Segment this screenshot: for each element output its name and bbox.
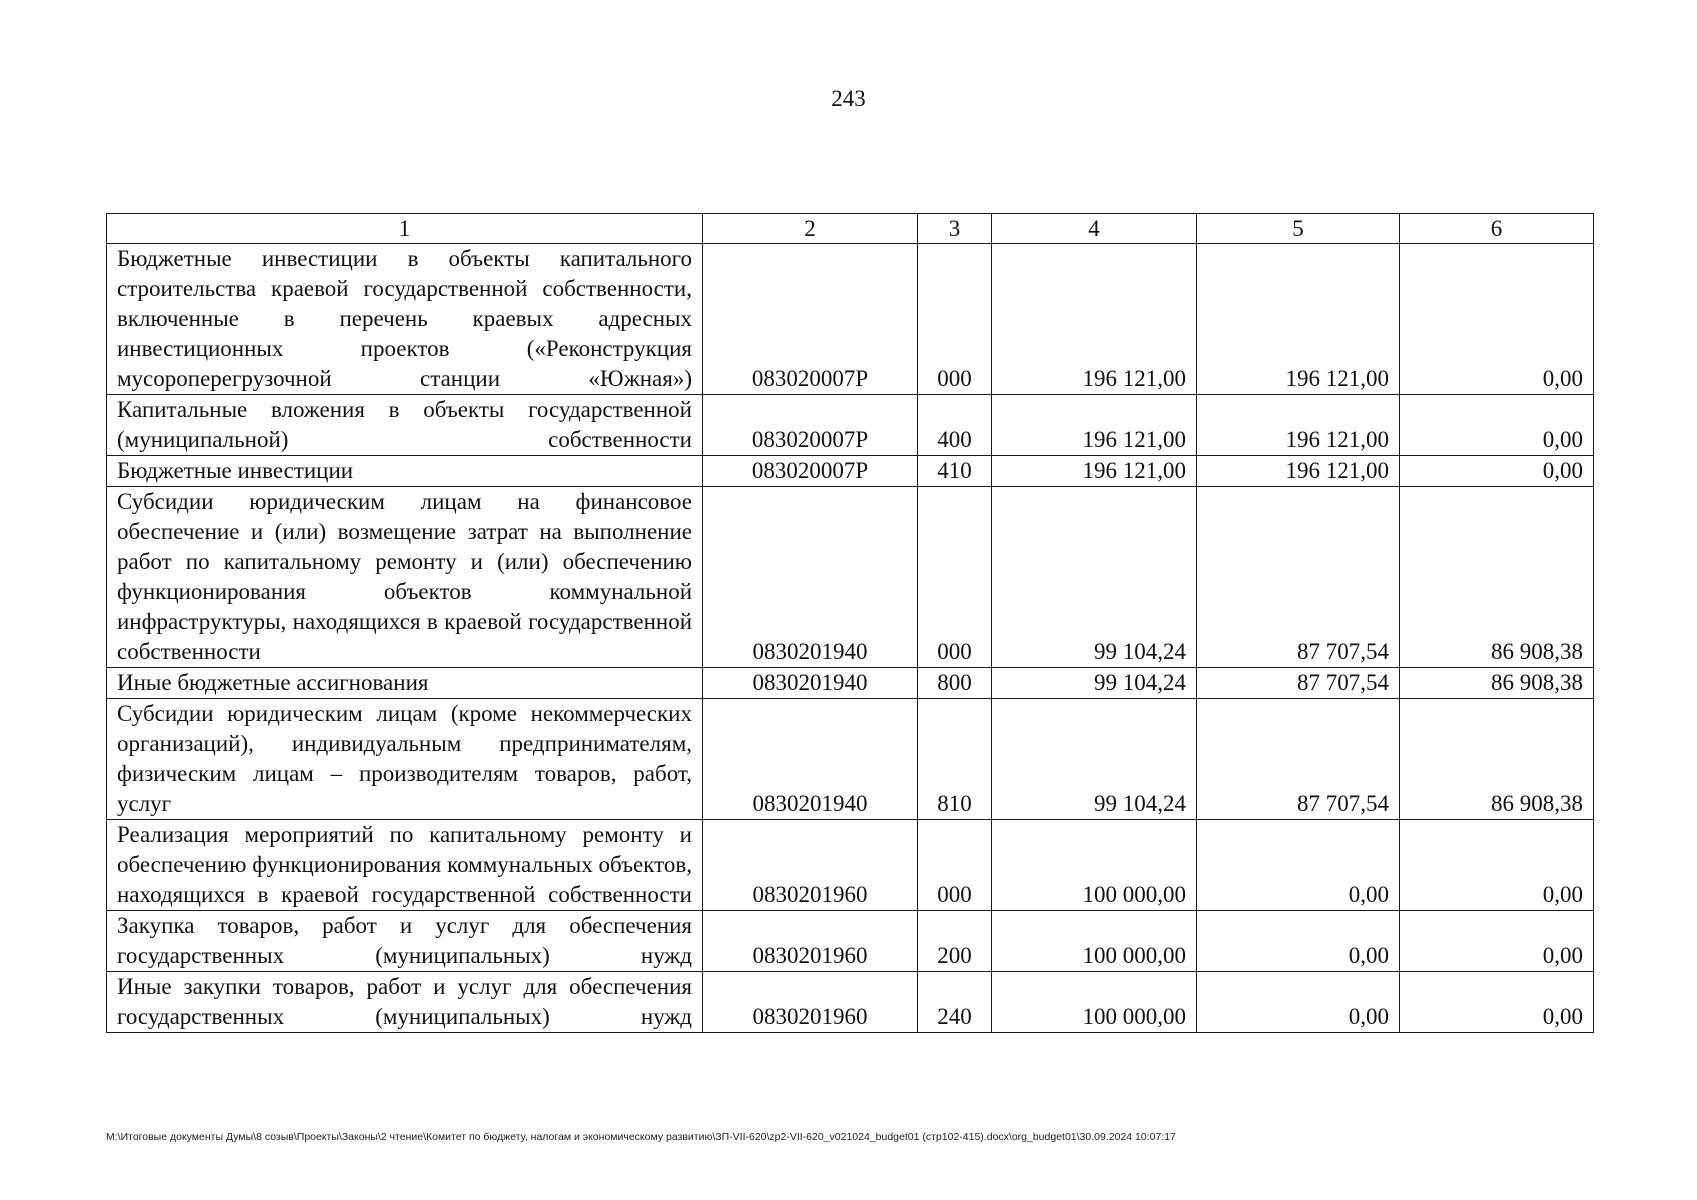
table-row [107, 244, 1594, 395]
row-expense-type: 800 [918, 668, 992, 699]
row-target-code: 083020007Р [703, 244, 918, 395]
row-name: Иные бюджетные ассигнования [107, 668, 703, 699]
row-target-code: 0830201960 [703, 911, 918, 972]
row-amount-col4: 100 000,00 [992, 972, 1197, 1033]
row-expense-type: 810 [918, 699, 992, 820]
row-amount-col5: 0,00 [1197, 972, 1400, 1033]
row-target-code: 0830201940 [703, 699, 918, 820]
row-amount-col4: 99 104,24 [992, 668, 1197, 699]
row-amount-col6: 86 908,38 [1400, 699, 1594, 820]
row-target-code: 0830201960 [703, 820, 918, 911]
row-target-code: 083020007Р [703, 395, 918, 456]
budget-table [106, 213, 1594, 1033]
row-target-code: 0830201940 [703, 487, 918, 668]
row-name: Иные закупки товаров, работ и услуг для обеспечения государственных (муниципальных) нужд [107, 972, 703, 1033]
document-file-path: M:\Итоговые документы Думы\8 созыв\Проекты\Законы\2 чтение\Комитет по бюджету, налогам и экономическому развитию\ЗП-VII-620\zp2-VII-620_v021024_budget01 (стр102-415).docx\org_budget01\30.09.2024 10:07:17 [106, 1131, 1176, 1143]
column-number-3: 3 [918, 214, 992, 244]
row-amount-col6: 0,00 [1400, 395, 1594, 456]
row-amount-col6: 0,00 [1400, 456, 1594, 487]
row-amount-col4: 99 104,24 [992, 699, 1197, 820]
row-amount-col6: 0,00 [1400, 244, 1594, 395]
row-name: Субсидии юридическим лицам на финансовое обеспечение и (или) возмещение затрат на выполнение работ по капитальному ремонту и (или) обеспечению функционирования объектов коммунальной инфраструктуры, находящихся в краевой государственной собственности [107, 487, 703, 668]
table-row [107, 972, 1594, 1033]
row-amount-col5: 0,00 [1197, 820, 1400, 911]
row-expense-type: 000 [918, 244, 992, 395]
column-number-2: 2 [703, 214, 918, 244]
column-number-1: 1 [107, 214, 703, 244]
table-row [107, 487, 1594, 668]
row-amount-col5: 87 707,54 [1197, 699, 1400, 820]
row-amount-col5: 87 707,54 [1197, 668, 1400, 699]
row-target-code: 083020007Р [703, 456, 918, 487]
row-amount-col5: 196 121,00 [1197, 244, 1400, 395]
row-amount-col6: 0,00 [1400, 911, 1594, 972]
row-amount-col4: 196 121,00 [992, 244, 1197, 395]
row-amount-col5: 196 121,00 [1197, 395, 1400, 456]
row-name: Бюджетные инвестиции [107, 456, 703, 487]
row-amount-col4: 196 121,00 [992, 395, 1197, 456]
row-expense-type: 410 [918, 456, 992, 487]
row-target-code: 0830201940 [703, 668, 918, 699]
table-row [107, 668, 1594, 699]
column-number-4: 4 [992, 214, 1197, 244]
table-row [107, 456, 1594, 487]
column-number-5: 5 [1197, 214, 1400, 244]
row-amount-col6: 86 908,38 [1400, 487, 1594, 668]
row-amount-col5: 196 121,00 [1197, 456, 1400, 487]
row-expense-type: 400 [918, 395, 992, 456]
row-name: Капитальные вложения в объекты государственной (муниципальной) собственности [107, 395, 703, 456]
row-name: Субсидии юридическим лицам (кроме некоммерческих организаций), индивидуальным предпринимателям, физическим лицам – производителям товаров, работ, услуг [107, 699, 703, 820]
row-expense-type: 000 [918, 820, 992, 911]
row-amount-col4: 100 000,00 [992, 911, 1197, 972]
table-row [107, 395, 1594, 456]
row-name: Бюджетные инвестиции в объекты капитального строительства краевой государственной собственности, включенные в перечень краевых адресных инвестиционных проектов («Реконструкция мусороперегрузочной станции «Южная») [107, 244, 703, 395]
table-row [107, 820, 1594, 911]
column-number-row [107, 214, 1594, 244]
page-number: 243 [831, 86, 866, 111]
row-expense-type: 240 [918, 972, 992, 1033]
row-amount-col4: 196 121,00 [992, 456, 1197, 487]
row-amount-col6: 0,00 [1400, 820, 1594, 911]
column-number-6: 6 [1400, 214, 1594, 244]
row-amount-col4: 99 104,24 [992, 487, 1197, 668]
row-name: Реализация мероприятий по капитальному ремонту и обеспечению функционирования коммунальных объектов, находящихся в краевой государственной собственности [107, 820, 703, 911]
row-amount-col4: 100 000,00 [992, 820, 1197, 911]
row-amount-col6: 86 908,38 [1400, 668, 1594, 699]
row-target-code: 0830201960 [703, 972, 918, 1033]
row-amount-col6: 0,00 [1400, 972, 1594, 1033]
table-row [107, 911, 1594, 972]
row-amount-col5: 0,00 [1197, 911, 1400, 972]
row-amount-col5: 87 707,54 [1197, 487, 1400, 668]
table-row [107, 699, 1594, 820]
row-expense-type: 000 [918, 487, 992, 668]
row-expense-type: 200 [918, 911, 992, 972]
row-name: Закупка товаров, работ и услуг для обеспечения государственных (муниципальных) нужд [107, 911, 703, 972]
